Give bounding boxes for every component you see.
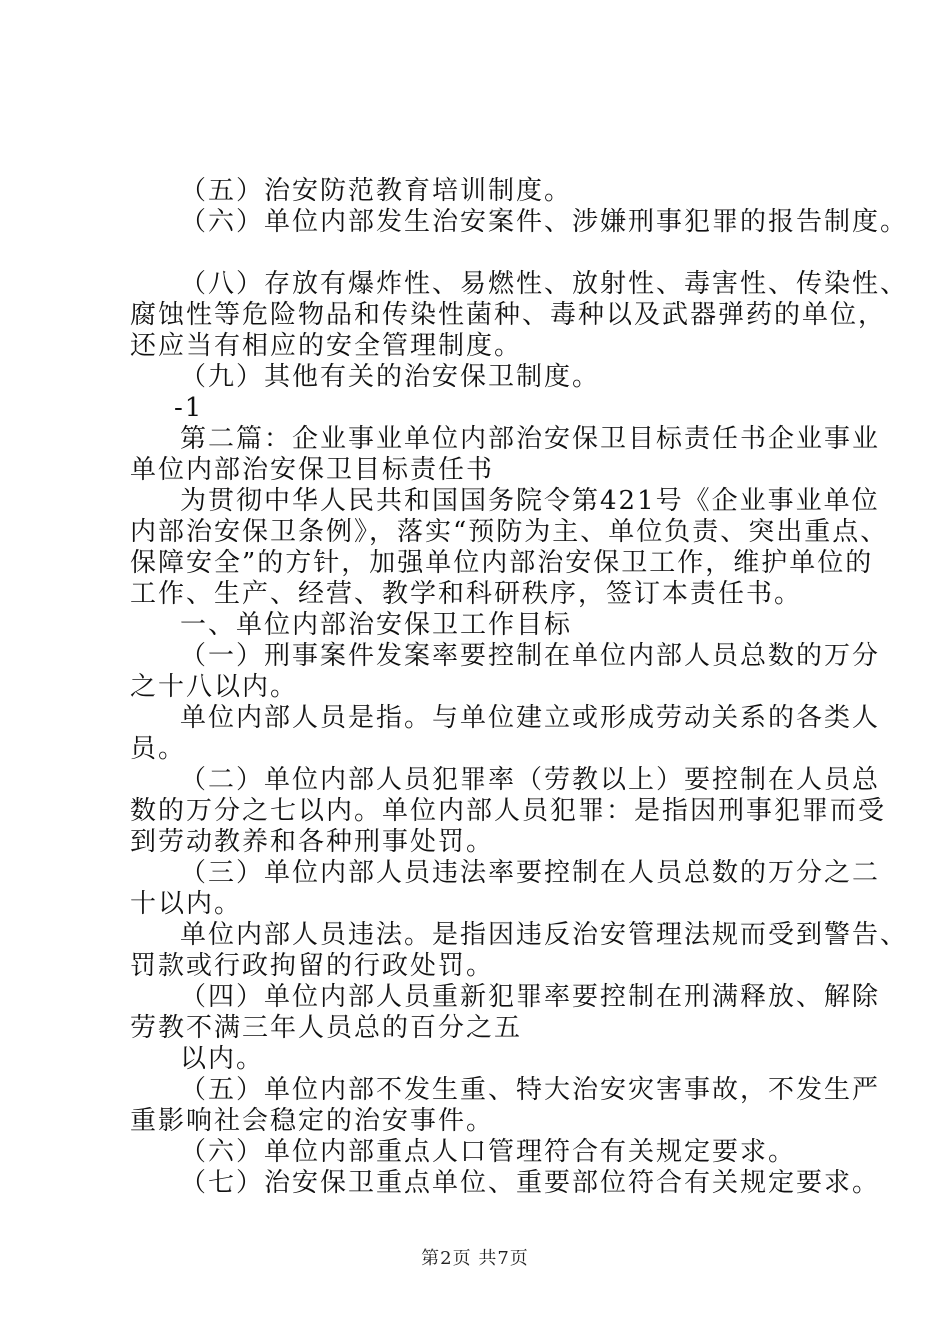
page-marker: -1 [174, 393, 204, 423]
text-line: 工作、生产、经营、教学和科研秩序，签订本责任书。 [130, 579, 803, 609]
text-line: 罚款或行政拘留的行政处罚。 [130, 951, 495, 981]
text-line: 还应当有相应的安全管理制度。 [130, 331, 523, 361]
text-line: 保障安全”的方针，加强单位内部治安保卫工作，维护单位的 [130, 548, 874, 578]
text-line: 内部治安保卫条例》，落实“预防为主、单位负责、突出重点、 [130, 517, 889, 547]
page-number-footer: 第2页 共7页 [421, 1248, 529, 1269]
text-line: 劳教不满三年人员总的百分之五 [130, 1013, 523, 1043]
text-line: （七）治安保卫重点单位、重要部位符合有关规定要求。 [180, 1168, 881, 1198]
text-line: （六）单位内部重点人口管理符合有关规定要求。 [180, 1137, 797, 1167]
text-line: 十以内。 [130, 889, 243, 919]
text-line: （六）单位内部发生治安案件、涉嫌刑事犯罪的报告制度。 [180, 207, 909, 237]
text-line: （八）存放有爆炸性、易燃性、放射性、毒害性、传染性、 [180, 269, 909, 299]
text-line: 员。 [130, 734, 187, 764]
section-heading: 一、单位内部治安保卫工作目标 [180, 610, 573, 640]
text-line: 单位内部人员是指。与单位建立或形成劳动关系的各类人 [180, 703, 881, 733]
text-line: 单位内部人员违法。是指因违反治安管理法规而受到警告、 [180, 920, 909, 950]
text-line: （三）单位内部人员违法率要控制在人员总数的万分之二 [180, 858, 881, 888]
section-title: 单位内部治安保卫目标责任书 [130, 455, 495, 485]
text-line: 之十八以内。 [130, 672, 299, 702]
text-line: （二）单位内部人员犯罪率（劳教以上）要控制在人员总 [180, 765, 881, 795]
text-line: 重影响社会稳定的治安事件。 [130, 1106, 495, 1136]
text-line: （五）治安防范教育培训制度。 [180, 176, 573, 206]
text-line: （五）单位内部不发生重、特大治安灾害事故，不发生严 [180, 1075, 881, 1105]
text-line: 为贯彻中华人民共和国国务院令第421号《企业事业单位 [180, 486, 880, 516]
section-title: 第二篇：企业事业单位内部治安保卫目标责任书企业事业 [180, 424, 881, 454]
text-line: （一）刑事案件发案率要控制在单位内部人员总数的万分 [180, 641, 881, 671]
text-line: 数的万分之七以内。单位内部人员犯罪：是指因刑事犯罪而受 [130, 796, 887, 826]
text-line: （四）单位内部人员重新犯罪率要控制在刑满释放、解除 [180, 982, 881, 1012]
text-line: 以内。 [180, 1044, 265, 1074]
text-line: 到劳动教养和各种刑事处罚。 [130, 827, 495, 857]
text-line: （九）其他有关的治安保卫制度。 [180, 362, 601, 392]
text-line: 腐蚀性等危险物品和传染性菌种、毒种以及武器弹药的单位， [130, 300, 887, 330]
